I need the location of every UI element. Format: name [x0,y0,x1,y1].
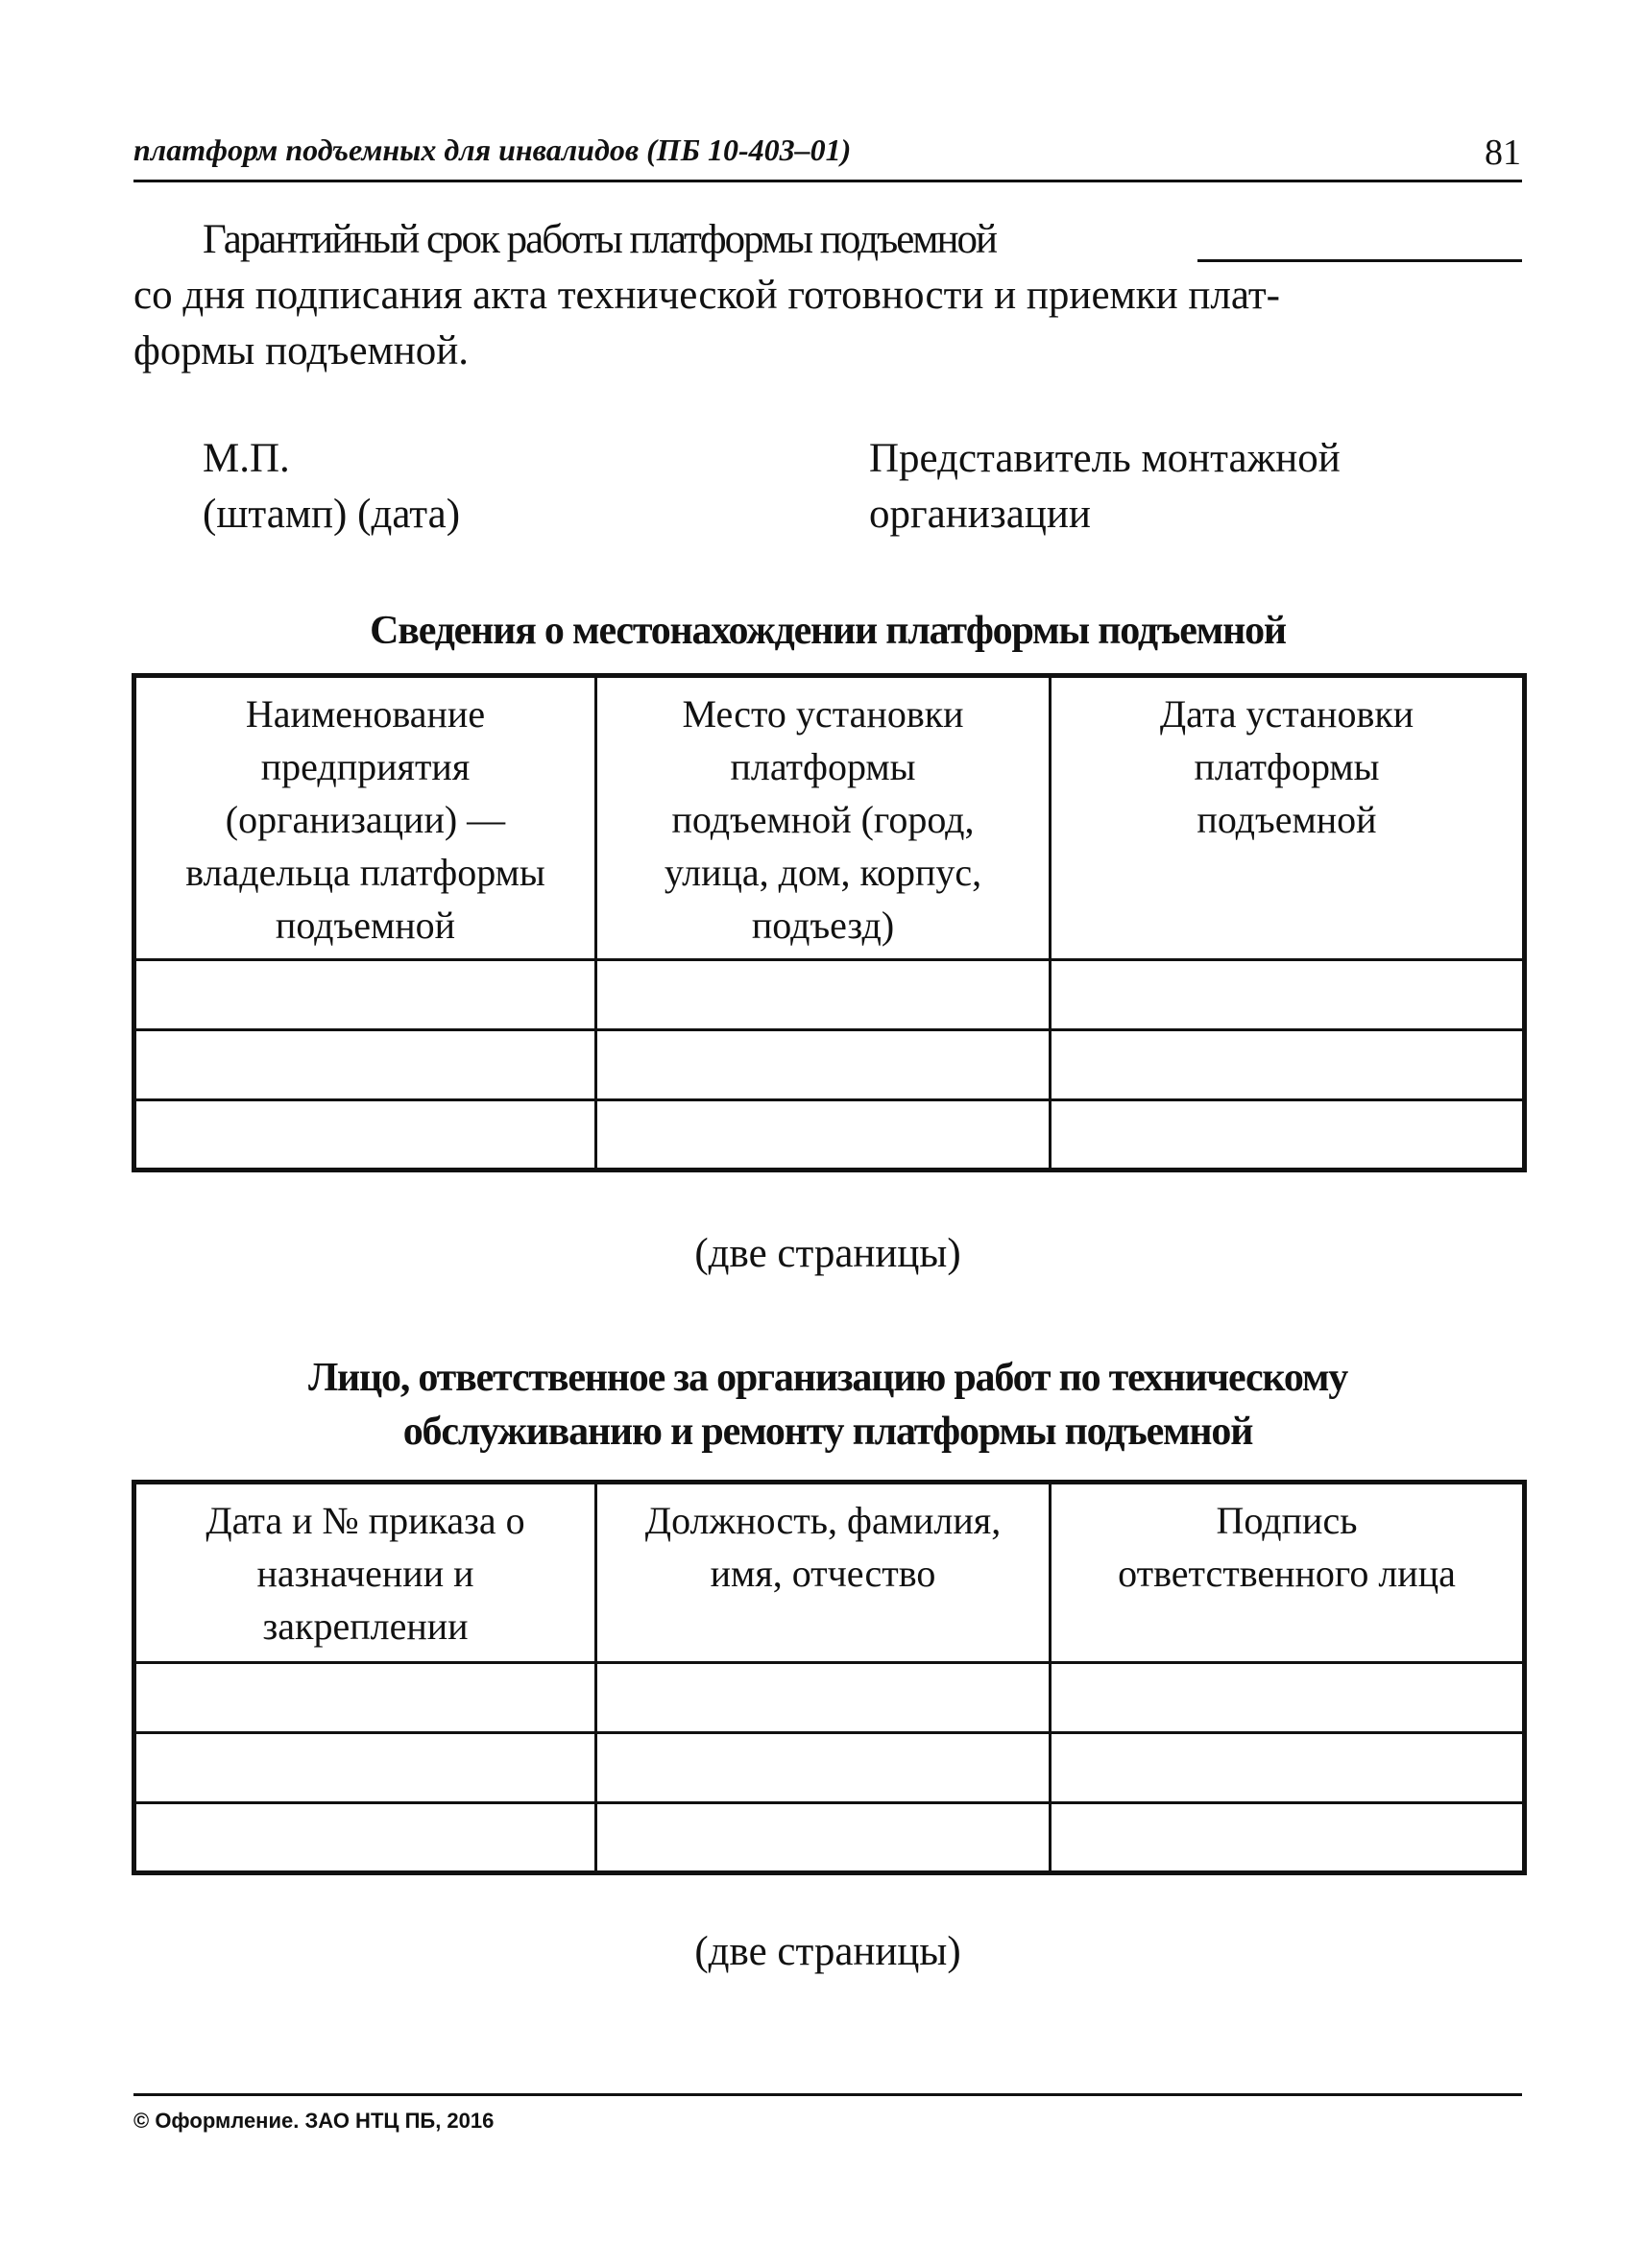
header-rule [133,180,1522,182]
location-section-heading: Сведения о местонахождении платформы подъемной [370,609,1286,653]
column-header-signature: Подпись ответственного лица [1051,1483,1525,1663]
table-cell[interactable] [596,1733,1051,1803]
table-cell[interactable] [596,1030,1051,1100]
table-cell[interactable] [134,960,596,1030]
guarantee-period-blank[interactable] [1197,259,1522,262]
stamp-label: М.П. [203,436,290,481]
guarantee-text-line-3: формы подъемной. [133,328,470,374]
table-cell[interactable] [134,1663,596,1733]
responsible-section-heading-line-2: обслуживанию и ремонту платформы подъемной [402,1410,1253,1454]
stamp-date-label: (штамп) (дата) [203,492,461,537]
table-cell[interactable] [596,960,1051,1030]
representative-label-line-1: Представитель монтажной [869,436,1341,481]
table-cell[interactable] [1051,1803,1525,1873]
page-number: 81 [1485,133,1521,173]
table-cell[interactable] [1051,1100,1525,1170]
column-header-install-date: Дата установки платформы подъемной [1051,676,1525,960]
guarantee-text-line-1: Гарантийный срок работы платформы подъемной [203,217,997,262]
footer-rule [133,2093,1522,2096]
footer-copyright: © Оформление. ЗАО НТЦ ПБ, 2016 [133,2109,495,2133]
location-table [132,673,1527,1172]
table-cell[interactable] [596,1100,1051,1170]
responsible-table-caption: (две страницы) [694,1929,961,1974]
column-header-order: Дата и № приказа о назначении и закреплении [134,1483,596,1663]
table-row [134,1733,1525,1803]
running-header-title: платформ подъемных для инвалидов (ПБ 10-403–01) [133,133,852,167]
column-header-owner: Наименование предприятия (организации) — владельца платформы подъемной [134,676,596,960]
column-header-name: Должность, фамилия, имя, отчество [596,1483,1051,1663]
table-cell[interactable] [596,1803,1051,1873]
table-cell[interactable] [1051,1030,1525,1100]
table-row [134,1100,1525,1170]
responsible-table [132,1480,1527,1875]
column-header-install-place: Место установки платформы подъемной (город, улица, дом, корпус, подъезд) [596,676,1051,960]
table-row [134,1663,1525,1733]
table-row [134,960,1525,1030]
location-table-caption: (две страницы) [694,1231,961,1276]
table-row [134,1803,1525,1873]
table-cell[interactable] [1051,1663,1525,1733]
table-cell[interactable] [134,1803,596,1873]
table-cell[interactable] [134,1100,596,1170]
table-cell[interactable] [1051,1733,1525,1803]
table-cell[interactable] [134,1030,596,1100]
table-header-row [134,676,1525,960]
table-header-row [134,1483,1525,1663]
responsible-section-heading-line-1: Лицо, ответственное за организацию работ по техническому [307,1356,1348,1400]
table-row [134,1030,1525,1100]
table-cell[interactable] [134,1733,596,1803]
guarantee-text-line-2: со дня подписания акта технической готовности и приемки плат- [133,273,1280,318]
table-cell[interactable] [1051,960,1525,1030]
representative-label-line-2: организации [869,492,1091,537]
table-cell[interactable] [596,1663,1051,1733]
